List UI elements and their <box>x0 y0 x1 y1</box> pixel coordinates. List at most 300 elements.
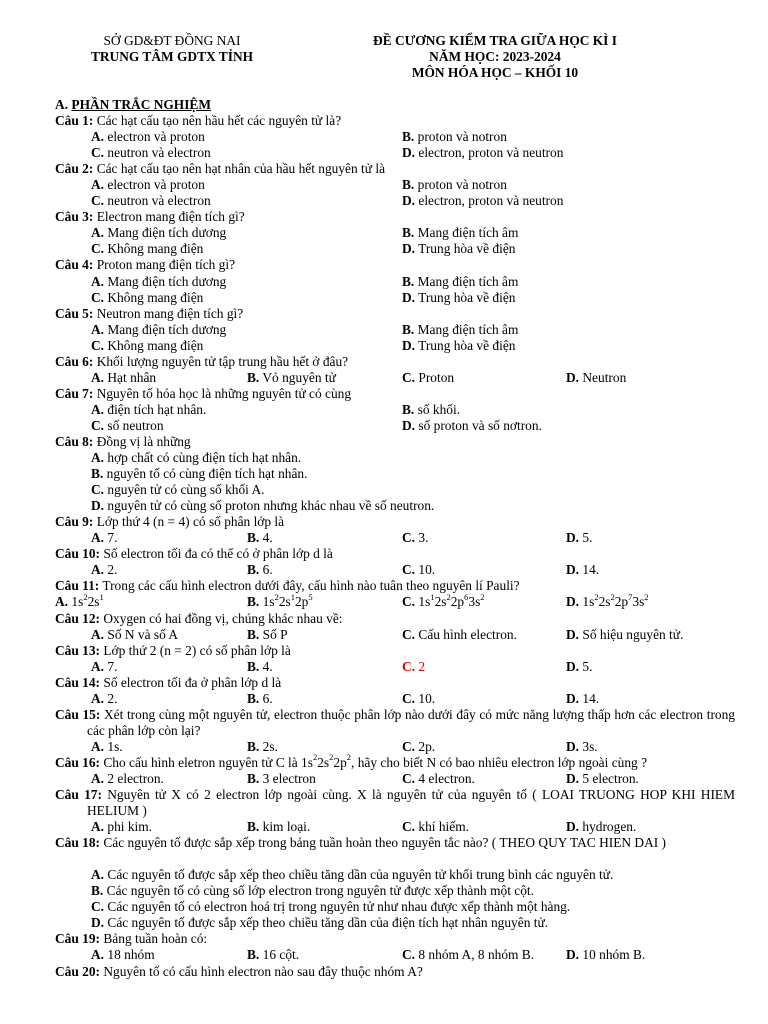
option-text: 7. <box>107 530 118 546</box>
answer-option[interactable] <box>91 739 123 755</box>
answer-option[interactable] <box>91 659 117 675</box>
option-letter: D. <box>566 626 580 642</box>
exam-title: ĐỀ CƯƠNG KIỂM TRA GIỮA HỌC KÌ I <box>373 33 617 48</box>
answer-option[interactable] <box>91 771 164 787</box>
question-text: Trong các cấu hình electron dưới đây, cấu hình nào tuân theo nguyên lí Pauli? <box>102 578 520 594</box>
answer-option[interactable] <box>247 591 313 610</box>
exam-header <box>330 33 660 81</box>
option-row <box>55 498 735 514</box>
answer-option[interactable] <box>91 274 226 290</box>
answer-option[interactable] <box>91 466 307 482</box>
option-text: 2s. <box>262 738 278 754</box>
option-letter: A. <box>91 770 105 786</box>
question-list <box>55 113 735 980</box>
question-number: Câu 2: <box>55 161 94 177</box>
option-row <box>55 129 735 145</box>
option-text: 4. <box>262 530 273 546</box>
option-letter: D. <box>402 145 416 161</box>
question-stem <box>55 386 735 402</box>
option-letter: A. <box>91 867 105 883</box>
answer-option[interactable] <box>91 819 152 835</box>
option-text: 10. <box>418 562 436 578</box>
option-letter: D. <box>91 915 105 931</box>
option-text: số proton và số nơtron. <box>418 417 542 433</box>
section-title: PHẦN TRẮC NGHIỆM <box>71 97 212 112</box>
answer-option[interactable] <box>91 899 570 915</box>
exam-content <box>55 97 735 980</box>
option-text: số neutron <box>107 417 164 433</box>
answer-option[interactable] <box>402 819 469 835</box>
option-text: Hạt nhân <box>107 369 157 385</box>
option-letter: C. <box>91 193 105 209</box>
option-row <box>55 562 735 578</box>
answer-option[interactable] <box>247 691 273 707</box>
option-letter: D. <box>91 498 105 514</box>
question-text: Proton mang điện tích gì? <box>96 257 236 273</box>
option-text: Các nguyên tố được sắp xếp theo chiều tăng dần của điện tích hạt nhân nguyên tử. <box>107 915 549 931</box>
answer-option[interactable] <box>402 659 425 675</box>
option-letter: C. <box>402 947 416 963</box>
option-text: 6. <box>262 690 273 706</box>
option-text: electron, proton và neutron <box>418 145 564 161</box>
electron-configuration: $1s^22s^22p^73s^2$ <box>582 591 649 610</box>
answer-option[interactable] <box>91 915 548 931</box>
option-text: electron và proton <box>107 129 205 145</box>
option-text: 4. <box>262 658 273 674</box>
answer-option[interactable] <box>91 691 117 707</box>
option-text: Mang điện tích dương <box>107 273 227 289</box>
question-number: Câu 17: <box>55 787 102 803</box>
option-text: proton và notron <box>417 129 507 145</box>
answer-option[interactable] <box>91 418 164 434</box>
question-number: Câu 10: <box>55 546 101 562</box>
question-stem <box>55 787 735 819</box>
answer-option[interactable] <box>402 290 515 306</box>
option-text: nguyên tử có cùng số proton nhưng khác nhau về số neutron. <box>107 498 435 514</box>
answer-option[interactable] <box>402 418 542 434</box>
question-number: Câu 3: <box>55 209 94 225</box>
option-letter: D. <box>402 337 416 353</box>
option-letter: C. <box>91 145 105 161</box>
department-name: SỞ GD&ĐT ĐỒNG NAI <box>103 33 241 48</box>
option-text: 10. <box>418 690 436 706</box>
option-text: hydrogen. <box>582 819 637 835</box>
option-letter: B. <box>247 738 260 754</box>
option-letter: C. <box>402 626 416 642</box>
option-letter: B. <box>91 883 104 899</box>
answer-option[interactable] <box>566 739 598 755</box>
question-stem <box>55 546 735 562</box>
option-letter: D. <box>402 241 416 257</box>
option-letter: B. <box>247 770 260 786</box>
question-text: Neutron mang điện tích gì? <box>96 305 244 321</box>
option-text: 3 electron <box>262 770 316 786</box>
option-letter: D. <box>566 530 580 546</box>
option-letter: A. <box>91 947 105 963</box>
option-text: Trung hòa về điện <box>418 337 516 353</box>
answer-option[interactable] <box>91 177 205 193</box>
option-row <box>55 225 735 241</box>
option-letter: A. <box>91 562 105 578</box>
option-letter: D. <box>566 658 580 674</box>
option-letter: A. <box>91 530 105 546</box>
option-text: phi kim. <box>107 819 153 835</box>
option-text: neutron và electron <box>107 193 211 209</box>
option-text: hợp chất có cùng điện tích hạt nhân. <box>107 450 302 466</box>
option-letter: A. <box>91 626 105 642</box>
option-text: Số N và số A <box>107 626 179 642</box>
option-letter: B. <box>247 658 260 674</box>
option-letter: D. <box>566 562 580 578</box>
question-text: Lớp thứ 2 (n = 2) có số phân lớp là <box>103 642 291 658</box>
option-letter: A. <box>91 658 105 674</box>
question-stem <box>55 306 735 322</box>
answer-option[interactable] <box>91 947 155 963</box>
option-row <box>55 591 735 610</box>
option-letter: D. <box>566 594 580 610</box>
question-stem <box>55 257 735 273</box>
option-letter: C. <box>91 899 105 915</box>
question-number: Câu 18: <box>55 835 101 851</box>
question-number: Câu 16: <box>55 754 101 770</box>
option-letter: A. <box>91 177 105 193</box>
question-text: Các hạt cấu tạo nên hầu hết các nguyên tử là? <box>96 113 342 129</box>
question-number: Câu 20: <box>55 963 101 979</box>
answer-option[interactable] <box>247 530 273 546</box>
question-stem <box>55 835 735 867</box>
option-row <box>55 274 735 290</box>
answer-option[interactable] <box>247 819 310 835</box>
option-text: Proton <box>418 369 455 385</box>
option-text: Số hiệu nguyên tử. <box>582 626 684 642</box>
option-letter: C. <box>402 562 416 578</box>
subject-grade: MÔN HÓA HỌC – KHỐI 10 <box>411 65 579 80</box>
option-row <box>55 691 735 707</box>
option-letter: A. <box>91 369 105 385</box>
question-stem <box>55 354 735 370</box>
option-letter: C. <box>91 289 105 305</box>
answer-option[interactable] <box>91 322 226 338</box>
answer-option[interactable] <box>402 193 563 209</box>
option-letter: B. <box>247 562 260 578</box>
answer-option[interactable] <box>402 739 435 755</box>
option-text: 6. <box>262 562 273 578</box>
answer-option[interactable] <box>91 338 203 354</box>
school-header <box>62 33 282 65</box>
answer-option[interactable] <box>566 530 592 546</box>
question-stem <box>55 161 735 177</box>
option-letter: C. <box>402 594 416 610</box>
answer-option[interactable] <box>402 274 518 290</box>
question-text: Số electron tối đa ở phân lớp d là <box>103 674 282 690</box>
question-number: Câu 4: <box>55 257 94 273</box>
answer-option[interactable] <box>566 627 683 643</box>
option-letter: A. <box>91 450 105 466</box>
answer-option[interactable] <box>402 225 518 241</box>
option-letter: B. <box>247 530 260 546</box>
answer-option[interactable] <box>91 290 203 306</box>
answer-option[interactable] <box>402 177 507 193</box>
option-text: Các nguyên tố có electron hoá trị trong nguyên tử như nhau được xếp thành một hàng. <box>107 899 571 915</box>
question-number: Câu 15: <box>55 706 101 722</box>
answer-option[interactable] <box>402 591 485 610</box>
option-letter: A. <box>91 225 105 241</box>
option-text: 14. <box>582 690 600 706</box>
answer-option[interactable] <box>402 402 460 418</box>
answer-option[interactable] <box>91 370 156 386</box>
option-text: Không mang điện <box>107 289 204 305</box>
answer-option[interactable] <box>91 241 203 257</box>
answer-option[interactable] <box>55 591 104 610</box>
option-row <box>55 899 735 915</box>
question-number: Câu 12: <box>55 610 101 626</box>
question-stem <box>55 643 735 659</box>
option-text: 2. <box>107 562 118 578</box>
option-letter: D. <box>402 193 416 209</box>
option-row <box>55 659 735 675</box>
question-text: Cho cấu hình eletron nguyên tử C là $1s^22s^22p^2$, hãy cho biết N có bao nhiêu electron lớp ngoài cùng ? <box>103 752 648 770</box>
option-text: điện tích hạt nhân. <box>107 401 207 417</box>
option-text: proton và notron <box>417 177 507 193</box>
option-text: Không mang điện <box>107 337 204 353</box>
question-text: Oxygen có hai đồng vị, chúng khác nhau về: <box>103 610 343 626</box>
option-letter: D. <box>566 369 580 385</box>
option-text: 16 cột. <box>262 947 300 963</box>
answer-option[interactable] <box>247 627 288 643</box>
option-text: Neutron <box>582 369 627 385</box>
option-letter: C. <box>91 482 105 498</box>
option-text: số khối. <box>417 401 461 417</box>
question-stem <box>55 514 735 530</box>
answer-option[interactable] <box>247 739 278 755</box>
option-text: 7. <box>107 658 118 674</box>
option-text: Mang điện tích âm <box>417 321 519 337</box>
answer-option[interactable] <box>402 241 515 257</box>
answer-option[interactable] <box>566 771 639 787</box>
option-letter: B. <box>247 626 260 642</box>
option-row <box>55 915 735 931</box>
option-row <box>55 241 735 257</box>
option-text: Mang điện tích dương <box>107 321 227 337</box>
option-letter: C. <box>91 241 105 257</box>
option-text: Các nguyên tố có cùng số lớp electron trong nguyên tử được xếp thành một cột. <box>106 883 534 899</box>
question-number: Câu 1: <box>55 113 94 129</box>
answer-option[interactable] <box>247 562 273 578</box>
question-text: Electron mang điện tích gì? <box>96 209 245 225</box>
option-letter: B. <box>247 819 260 835</box>
option-row <box>55 739 735 755</box>
answer-option[interactable] <box>91 402 206 418</box>
option-row <box>55 482 735 498</box>
option-letter: B. <box>402 177 415 193</box>
option-letter: C. <box>91 337 105 353</box>
question-stem <box>55 964 735 980</box>
answer-option[interactable] <box>402 338 515 354</box>
question-text: Nguyên tố có cấu hình electron nào sau đây thuộc nhóm A? <box>103 963 423 979</box>
answer-option[interactable] <box>566 819 636 835</box>
option-letter: B. <box>247 947 260 963</box>
answer-option[interactable] <box>402 145 563 161</box>
electron-configuration: $1s^22s^1$ <box>71 591 104 610</box>
answer-option[interactable] <box>402 691 435 707</box>
option-row <box>55 819 735 835</box>
option-letter: B. <box>247 369 260 385</box>
answer-option[interactable] <box>247 659 273 675</box>
question-number: Câu 6: <box>55 353 94 369</box>
option-letter: A. <box>55 594 69 610</box>
option-text: 5 electron. <box>582 770 639 786</box>
option-letter: A. <box>91 401 105 417</box>
answer-option[interactable] <box>402 947 534 963</box>
question-text: Các hạt cấu tạo nên hạt nhân của hầu hết nguyên tử là <box>96 161 386 177</box>
answer-option[interactable] <box>402 370 454 386</box>
question-number: Câu 7: <box>55 385 94 401</box>
section-heading: A. PHẦN TRẮC NGHIỆM <box>55 97 212 112</box>
question-number: Câu 11: <box>55 578 100 594</box>
answer-option[interactable] <box>402 562 435 578</box>
option-letter: C. <box>402 770 416 786</box>
question-text: Xét trong cùng một nguyên tử, electron thuộc phân lớp nào dưới đây có mức năng lượng thấp hơn các electron trong các phân lớp còn lại? <box>87 706 735 738</box>
answer-option[interactable] <box>566 947 645 963</box>
question-stem <box>55 611 735 627</box>
answer-option[interactable] <box>91 482 265 498</box>
option-text: 10 nhóm B. <box>582 947 646 963</box>
option-row <box>55 145 735 161</box>
option-row <box>55 883 735 899</box>
question-text: Bảng tuần hoàn có: <box>103 931 208 947</box>
option-letter: C. <box>402 738 416 754</box>
option-row <box>55 322 735 338</box>
option-row <box>55 867 735 883</box>
option-letter: C. <box>91 417 105 433</box>
option-letter: D. <box>566 819 580 835</box>
question-number: Câu 13: <box>55 642 101 658</box>
answer-option[interactable] <box>247 370 336 386</box>
answer-option[interactable] <box>566 591 649 610</box>
option-text: electron và proton <box>107 177 205 193</box>
option-text: 14. <box>582 562 600 578</box>
electron-configuration: $1s^12s^22p^63s^2$ <box>418 591 485 610</box>
answer-option[interactable] <box>402 771 475 787</box>
option-text: 3. <box>418 530 429 546</box>
option-row <box>55 771 735 787</box>
option-text: electron, proton và neutron <box>418 193 564 209</box>
option-letter: C. <box>402 658 416 674</box>
option-letter: B. <box>247 690 260 706</box>
answer-option[interactable] <box>91 883 534 899</box>
question-text: Các nguyên tố được sắp xếp trong bảng tuần hoàn theo nguyên tắc nào? ( THEO QUY TAC HIEN DAI ) <box>103 835 667 851</box>
option-letter: D. <box>566 770 580 786</box>
option-row <box>55 177 735 193</box>
option-row <box>55 530 735 546</box>
answer-option[interactable] <box>566 562 599 578</box>
option-text: 5. <box>582 530 593 546</box>
option-text: Cấu hình electron. <box>418 626 517 642</box>
question-text: Đồng vị là những <box>96 433 191 449</box>
answer-option[interactable] <box>566 370 626 386</box>
answer-option[interactable] <box>91 450 301 466</box>
option-text: Số P <box>262 626 288 642</box>
question-stem <box>55 752 735 771</box>
school-year: NĂM HỌC: 2023-2024 <box>429 49 561 64</box>
option-text: Mang điện tích dương <box>107 225 227 241</box>
option-row <box>55 338 735 354</box>
answer-option[interactable] <box>91 867 613 883</box>
option-row <box>55 370 735 386</box>
electron-configuration: $1s^22s^12p^5$ <box>262 591 313 610</box>
option-letter: B. <box>402 321 415 337</box>
option-letter: C. <box>402 690 416 706</box>
option-text: 1s. <box>107 738 123 754</box>
answer-option[interactable] <box>402 627 517 643</box>
option-row <box>55 947 735 963</box>
question-number: Câu 19: <box>55 931 101 947</box>
option-letter: C. <box>402 369 416 385</box>
answer-option[interactable] <box>247 771 316 787</box>
option-letter: D. <box>566 690 580 706</box>
option-text: 5. <box>582 658 593 674</box>
question-number: Câu 5: <box>55 305 94 321</box>
option-text: nguyên tử có cùng số khối A. <box>107 482 265 498</box>
answer-option[interactable] <box>566 691 599 707</box>
option-row <box>55 450 735 466</box>
option-letter: B. <box>402 401 415 417</box>
option-text: 3s. <box>582 738 598 754</box>
answer-option[interactable] <box>91 193 211 209</box>
option-letter: A. <box>91 321 105 337</box>
option-text: khí hiếm. <box>418 819 469 835</box>
question-text: Khối lượng nguyên tử tập trung hầu hết ở đâu? <box>96 353 349 369</box>
answer-option[interactable] <box>402 129 507 145</box>
question-text: Nguyên tố hóa học là những nguyên tử có cùng <box>96 385 352 401</box>
answer-option[interactable] <box>91 562 117 578</box>
answer-option[interactable] <box>91 129 205 145</box>
option-letter: A. <box>91 738 105 754</box>
option-text: Trung hòa về điện <box>418 241 516 257</box>
answer-option[interactable] <box>402 530 428 546</box>
option-row <box>55 402 735 418</box>
option-letter: D. <box>402 289 416 305</box>
question-number: Câu 9: <box>55 514 94 530</box>
option-letter: D. <box>566 947 580 963</box>
question-stem <box>55 113 735 129</box>
question-stem <box>55 675 735 691</box>
question-stem <box>55 578 735 594</box>
answer-option[interactable] <box>91 627 178 643</box>
answer-option[interactable] <box>566 659 592 675</box>
question-stem <box>55 434 735 450</box>
answer-option[interactable] <box>247 947 299 963</box>
question-number: Câu 8: <box>55 433 94 449</box>
answer-option[interactable] <box>91 145 211 161</box>
option-text: 18 nhóm <box>107 947 155 963</box>
question-stem <box>55 209 735 225</box>
option-text: 8 nhóm A, 8 nhóm B. <box>418 947 535 963</box>
answer-option[interactable] <box>91 498 434 514</box>
question-text: Số electron tối đa có thể có ở phân lớp d là <box>103 546 333 562</box>
option-text: Vỏ nguyên tử <box>262 369 336 385</box>
option-letter: B. <box>402 225 415 241</box>
option-text: neutron và electron <box>107 145 211 161</box>
center-name: TRUNG TÂM GDTX TỈNH <box>90 49 254 64</box>
question-stem <box>55 931 735 947</box>
option-letter: D. <box>402 417 416 433</box>
answer-option[interactable] <box>91 225 226 241</box>
option-letter: A. <box>91 819 105 835</box>
answer-option[interactable] <box>91 530 117 546</box>
answer-option[interactable] <box>402 322 518 338</box>
option-letter: A. <box>91 273 105 289</box>
